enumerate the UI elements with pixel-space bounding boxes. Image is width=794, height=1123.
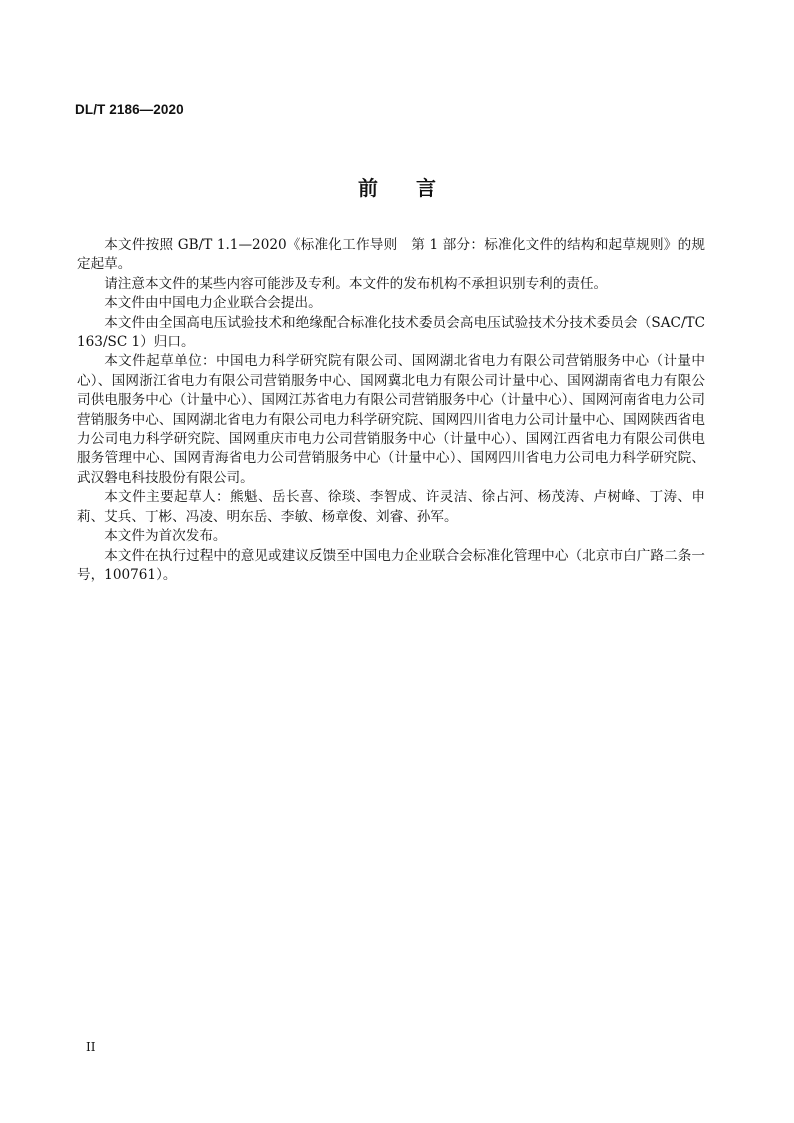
paragraph-drafting-organizations: 本文件起草单位：中国电力科学研究院有限公司、国网湖北省电力有限公司营销服务中心（计量中心）、国网浙江省电力有限公司营销服务中心、国网冀北电力有限公司计量中心、国网湖南省电力有限公司供电服务中心（计量中心）、国网江苏省电力有限公司营销服务中心（计量中心）、国网河南省电力公司营销服务中心、国网湖北省电力有限公司电力科学研究院、国网四川省电力公司计量中心、国网陕西省电力公司电力科学研究院、国网重庆市电力公司营销服务中心（计量中心）、国网江西省电力有限公司供电服务管理中心、国网青海省电力公司营销服务中心（计量中心）、国网四川省电力公司电力科学研究院、武汉磐电科技股份有限公司。 <box>77 353 705 486</box>
page-title: 前言 <box>358 176 474 200</box>
foreword-body <box>77 236 705 585</box>
paragraph-drafting-rules: 本文件按照 GB/T 1.1—2020《标准化工作导则 第 1 部分：标准化文件的结构和起草规则》的规定起草。 <box>77 237 705 273</box>
paragraph-feedback: 本文件在执行过程中的意见或建议反馈至中国电力企业联合会标准化管理中心（北京市白广路二条一号，100761）。 <box>77 547 705 583</box>
paragraph-patent-notice: 请注意本文件的某些内容可能涉及专利。本文件的发布机构不承担识别专利的责任。 <box>104 275 608 292</box>
paragraph-technical-committee: 本文件由全国高电压试验技术和绝缘配合标准化技术委员会高电压试验技术分技术委员会（SAC/TC 163/SC 1）归口。 <box>77 314 705 351</box>
paragraph-proposer: 本文件由中国电力企业联合会提出。 <box>104 295 322 312</box>
paragraph-first-release: 本文件为首次发布。 <box>104 528 227 545</box>
page-number: II <box>86 1040 96 1054</box>
paragraph-drafters: 本文件主要起草人：熊魁、岳长喜、徐琰、李智成、许灵洁、徐占河、杨茂涛、卢树峰、丁涛、申莉、艾兵、丁彬、冯凌、明东岳、李敏、杨章俊、刘睿、孙军。 <box>77 489 705 525</box>
document-code: DL/T 2186—2020 <box>75 102 184 117</box>
